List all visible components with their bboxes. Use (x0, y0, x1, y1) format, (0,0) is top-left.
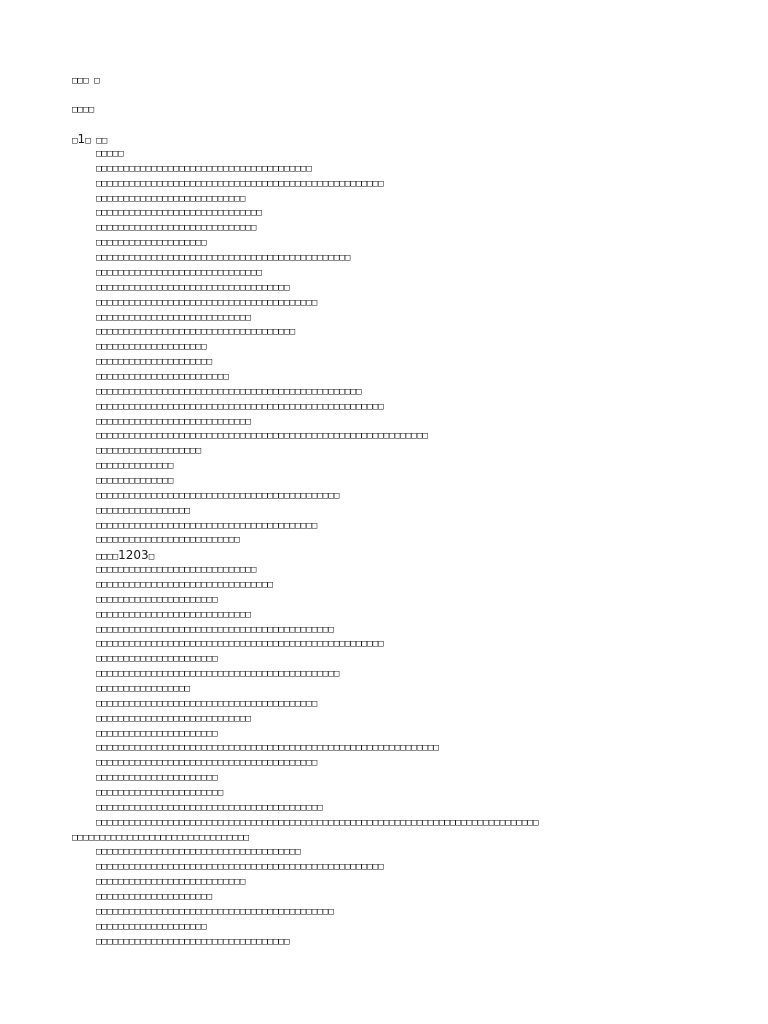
chapter-heading (72, 133, 107, 147)
text-line: □□□□□□□□□□□□□□□□□□□□□□□□□□□□□□□□□□□ (96, 281, 290, 293)
text-line: □□□□□□□□□□□□□□□□□□□□ (96, 920, 207, 932)
text-line: □□□□□□□□□□□□□□□□□□□□□□ (96, 653, 218, 665)
text-line: □□□□□□□□□□□□□□□□□□□□□□□□□□□□□□□□□□□□□□□□□□□□□□□□ (96, 385, 362, 397)
text-line: □□□□□□□□□□□□□□□□□□□□□□□□□□□□□□□□□□□□□□□□□ (96, 801, 323, 813)
text-line: □□□□□□□□□□□□□□□□□□□□□□□□□□□□□□ (96, 266, 262, 278)
document-title: □□□ □ (72, 75, 100, 86)
text-line: □□□□□□□□□□□□□□ (96, 474, 174, 486)
text-line: □□□□□□□□□□□□□□□□□□□□□□□□□□□□□□□□□□□□□□□□□□□ (96, 905, 334, 917)
text-line: □□□□□ (96, 148, 124, 159)
text-line: □□□□□□□□□□□□□□□□□□□□□□□□□□□□□□□□□□□□□□□□□□□ (96, 623, 334, 635)
text-line: □□□□□□□□□□□□□□□□□□□□□□□□□□□□□□□□ (96, 578, 274, 590)
text-line: □□□□□□□□□□□□□□□□□ (96, 504, 191, 516)
text-line: □□□□□□□□□□□□□□□□□□□□□□□□ (96, 370, 229, 382)
text-line-suffix: □ (148, 551, 155, 563)
text-line: □□□□□□□□□□□□□□□□□□□□□ (96, 356, 213, 367)
chapter-heading-prefix: □ (72, 135, 78, 146)
text-line: □□□□□□□□□□□□□□□□□□□□□□□□□□□□ (96, 712, 251, 724)
text-line: □□□□□□□□□□□□□□□□□□□□□□□□□□□□□ (96, 564, 257, 576)
text-line: □□□□□□□□□□□□□□□□□□□□□□□□□□□□□□ (96, 207, 262, 219)
text-line: □□□□□□□□□□□□□□□□□□□□□□□□□□□□□□□□□□□□□□□□ (96, 519, 318, 531)
text-line: □□□□□□□□□□□□□□□□□□□□□□□□□□□□ (96, 311, 251, 323)
text-line: □□□□□□□□□□□□□□□□□□□□□□□□□□□□□□□□□□□□□□□□□□□□□□ (96, 252, 351, 263)
text-line: □□□□□□□□□□□□□□□□□□□□□□□□□□□□□□□□□□□□□□□□□□□□□□□□□□□□ (96, 177, 384, 189)
text-line: □□□□□□□□□□□□□□□□□□□□□□□□□□□□□□□□□□□ (96, 935, 290, 947)
chapter-heading-suffix: □ □□ (85, 135, 108, 146)
text-line: □□□□□□□□□□□□□□□□□□□ (96, 445, 202, 457)
text-line: □□□□□□□□□□□□□□□□□□□□□□ (96, 593, 218, 605)
inline-number: 1203 (118, 548, 149, 563)
text-line: □□□□□□□□□□□□□□□□□□□□□ (96, 891, 213, 902)
document-subtitle: □□□□ (72, 104, 95, 115)
text-line: □□□□□□□□□□□□□□ (96, 460, 174, 472)
text-line: □□□□□□□□□□□□□□□□□□□□ (96, 237, 207, 249)
text-line: □□□□□□□□□□□□□□□□□□□□□□□□□□□□ (96, 608, 251, 620)
text-line: □□□□□□□□□□□□□□□□□□□□□□□□□□□□□□□□□□□□□□□□□□□□□□□□□□□□ (96, 861, 384, 873)
text-line: □□□□□□□□□□□□□□□□□□□□□□□□□□□□□□□□□□□□□□□□□□□□□□□□□□□□□□□□□□□□□□ (96, 742, 439, 754)
text-line: □□□□□□□□□□□□□□□□□□□□□□□□□□□□□□□□□□□□ (96, 326, 296, 338)
text-line: □□□□□□□□□□□□□□□□□□□□□□□□□□□□□□□□□□□□□□□□□□□□□□□□□□□□ (96, 400, 384, 412)
text-line: □□□□□□□□□□□□□□□□□ (96, 683, 191, 694)
text-line: □□□□□□□□□□□□□□□□□□□□□□□□□□□□□□□□ (72, 831, 250, 843)
text-line: □□□□□□□□□□□□□□□□□□□□□□□□□□□□□□□□□□□□□□□□□□□□□□□□□□□□□□□□□□□□□□□□□□□□□□□□□□□□□□□□ (96, 816, 539, 828)
text-line: □□□□□□□□□□□□□□□□□□□□□□□□□□□□□□□□□□□□□□□□ (96, 697, 318, 709)
text-line: □□□□□□□□□□□□□□□□□□□□□□□□□□□□□□□□□□□□□□□□□□□□ (96, 668, 340, 680)
text-line: □□□□□□□□□□□□□□□□□□□□ (96, 341, 207, 353)
text-line: □□□□□□□□□□□□□□□□□□□□□□□□□□□ (96, 876, 246, 888)
chapter-number: 1 (77, 132, 86, 146)
text-line: □□□□□□□□□□□□□□□□□□□□□□ (96, 727, 218, 739)
text-line: □□□□□□□□□□□□□□□□□□□□□□□□□□□□□□□□□□□□□□□□□□□□ (96, 489, 340, 501)
text-line: □□□□□□□□□□□□□□□□□□□□□□□□□□□□□ (96, 222, 257, 234)
text-line-with-number (96, 549, 154, 563)
text-line: □□□□□□□□□□□□□□□□□□□□□□□□□□□□□□□□□□□□□□□□□□□□□□□□□□□□ (96, 638, 384, 650)
text-line: □□□□□□□□□□□□□□□□□□□□□□□□□□□□□□□□□□□□□□□□ (96, 296, 318, 308)
text-line: □□□□□□□□□□□□□□□□□□□□□□□□□□□□□□□□□□□□□□□□□□□□□□□□□□□□□□□□□□□□ (96, 430, 428, 442)
text-line: □□□□□□□□□□□□□□□□□□□□□□□□□□□□□□□□□□□□□ (96, 846, 301, 858)
text-line: □□□□□□□□□□□□□□□□□□□□□□□□□□□□□□□□□□□□□□□ (96, 162, 312, 174)
text-line: □□□□□□□□□□□□□□□□□□□□□□□□□□□ (96, 192, 246, 204)
text-line: □□□□□□□□□□□□□□□□□□□□□□□□□□□□ (96, 415, 251, 427)
text-line: □□□□□□□□□□□□□□□□□□□□□□ (96, 772, 218, 784)
text-line: □□□□□□□□□□□□□□□□□□□□□□□ (96, 787, 224, 798)
text-line: □□□□□□□□□□□□□□□□□□□□□□□□□□□□□□□□□□□□□□□□ (96, 757, 318, 769)
text-line-prefix: □□□□ (96, 551, 119, 563)
text-line: □□□□□□□□□□□□□□□□□□□□□□□□□□ (96, 534, 240, 546)
